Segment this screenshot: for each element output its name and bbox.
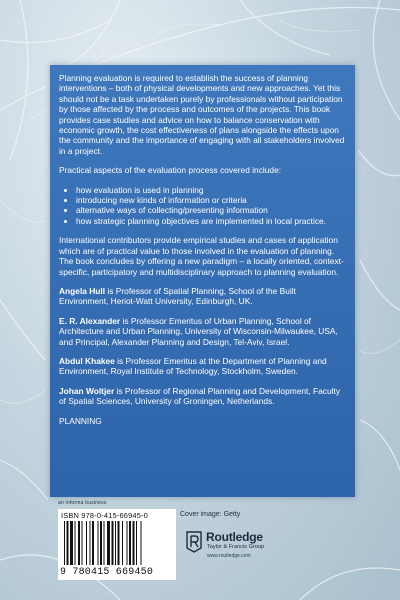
author-name: Johan Woltjer <box>59 385 115 396</box>
author-name: Angela Hull <box>59 285 106 296</box>
author-affiliation: is Professor of Regional Planning and Development, Faculty of Spatial Sciences, University of Groningen, Netherlands. <box>59 385 341 407</box>
publisher-url: www.routledge.com <box>207 553 251 559</box>
barcode-area <box>58 509 176 580</box>
publisher-name: Routledge <box>206 530 263 544</box>
list-item: • alternative ways of collecting/presenting information <box>76 205 346 215</box>
subject-category: PLANNING <box>59 415 102 426</box>
author-affiliation: is Professor Emeritus at the Department of Planning and Environment, Royal Institute of Technology, Stockholm, Sweden. <box>59 355 327 377</box>
informa-note: an informa business <box>58 500 107 506</box>
author-bio <box>59 316 346 347</box>
barcode-icon <box>62 521 172 567</box>
barcode-number: 9 780415 669450 <box>60 567 154 578</box>
aspects-list <box>59 185 346 227</box>
author-bio <box>59 286 346 307</box>
list-item: • how strategic planning objectives are implemented in local practice. <box>76 216 346 226</box>
cover-footer <box>50 500 355 580</box>
author-affiliation: is Professor Emeritus of Urban Planning, School of Architecture and Urban Planning, University of Wisconsin-Milwaukee, USA, and Principal, Alexander Planning and Design, Tel-Aviv, Israel. <box>59 315 338 347</box>
isbn-label: ISBN 978-0-415-66945-0 <box>61 511 148 520</box>
author-name: Abdul Khakee <box>59 355 115 366</box>
author-affiliation: is Professor of Spatial Planning, School of the Built Environment, Heriot-Watt University, Edinburgh, UK. <box>59 285 296 307</box>
aspects-intro: Practical aspects of the evaluation process covered include: <box>59 165 282 176</box>
author-bio <box>59 386 346 407</box>
intro-paragraph: Planning evaluation is required to establish the success of planning interventions – both of physical developments and new approaches. Yet this should not be a task undertaken purely by professionals without participation by those affected by the process and outcomes of the projects. This book provides case studies and advice on how to balance conservation with economic growth, the cost effectiveness of plans alongside the effects upon the community and the importance of engaging with all stakeholders involved in a project. <box>59 73 345 156</box>
contributors-paragraph: International contributors provide empirical studies and cases of application which are of practical value to those involved in the evaluation of planning. The book concludes by offering a new paradigm – a locally oriented, context-specific, participatory and multidisciplinary approach to planning evaluation. <box>59 235 344 277</box>
author-name: E. R. Alexander <box>59 315 121 326</box>
routledge-logo-icon <box>184 530 204 554</box>
description-panel <box>50 65 355 497</box>
author-bio <box>59 356 346 377</box>
list-item: • introducing new kinds of information or criteria <box>76 195 346 205</box>
list-item: • how evaluation is used in planning <box>76 185 346 195</box>
cover-image-credit: Cover image: Getty <box>180 511 241 518</box>
publisher-group: Taylor & Francis Group <box>207 544 265 550</box>
